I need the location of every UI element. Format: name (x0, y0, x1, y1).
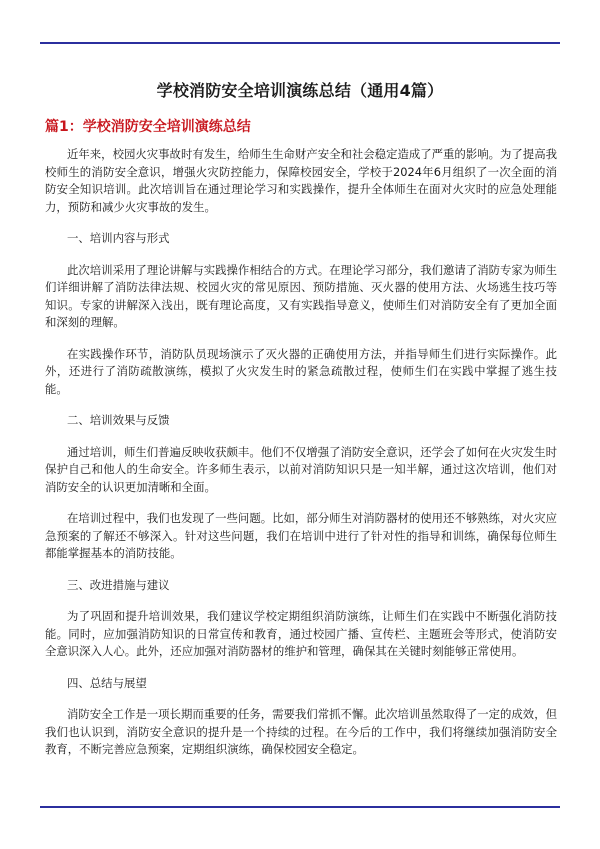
paragraph-practice: 在实践操作环节，消防队员现场演示了灭火器的正确使用方法，并指导师生们进行实际操作。此外，还进行了消防疏散演练，模拟了火灾发生时的紧急疏散过程，使师生们在实践中掌握了逃生技能。 (45, 346, 557, 396)
subheading-summary-outlook: 四、总结与展望 (67, 675, 147, 690)
subheading-effect-feedback: 二、培训效果与反馈 (67, 413, 170, 427)
paragraph-improvements: 为了巩固和提升培训效果，我们建议学校定期组织消防演练，让师生们在实践中不断强化消防技能。同时，应加强消防知识的日常宣传和教育，通过校园广播、宣传栏、主题班会等形式，使消防安全意识深入人心。此外，还应加强对消防器材的维护和管理，确保其在关键时刻能够正常使用。 (45, 609, 557, 658)
paragraph-intro: 近年来，校园火灾事故时有发生，给师生生命财产安全和社会稳定造成了严重的影响。为了提高我校师生的消防安全意识，增强火灾防控能力，保障校园安全，学校于2024年6月组织了一次全面的消防安全知识培训。此次培训旨在通过理论学习和实践操作，提升全体师生在面对火灾时的应急处理能力，预防和减少火灾事故的发生。 (45, 147, 557, 214)
section-heading: 篇1：学校消防安全培训演练总结 (45, 119, 251, 135)
document-body (45, 146, 557, 773)
subheading-improvements: 三、改进措施与建议 (67, 577, 170, 592)
subheading-content-form: 一、培训内容与形式 (67, 231, 170, 245)
paragraph-effect: 通过培训，师生们普遍反映收获颇丰。他们不仅增强了消防安全意识，还学会了如何在火灾发生时保护自己和他人的生命安全。许多师生表示，以前对消防知识只是一知半解，通过这次培训，他们对消防安全的认识更加清晰和全面。 (45, 444, 557, 494)
top-rule (40, 42, 560, 44)
paragraph-problems: 在培训过程中，我们也发现了一些问题。比如，部分师生对消防器材的使用还不够熟练，对火灾应急预案的了解还不够深入。针对这些问题，我们在培训中进行了针对性的指导和训练，确保每位师生都能掌握基本的消防技能。 (45, 511, 557, 560)
paragraph-summary: 消防安全工作是一项长期而重要的任务，需要我们常抓不懈。此次培训虽然取得了一定的成效，但我们也认识到，消防安全意识的提升是一个持续的过程。在今后的工作中，我们将继续加强消防安全教育，不断完善应急预案，定期组织演练，确保校园安全稳定。 (45, 707, 557, 756)
document-title: 学校消防安全培训演练总结（通用4篇） (156, 81, 444, 100)
bottom-rule (40, 806, 560, 808)
paragraph-theory: 此次培训采用了理论讲解与实践操作相结合的方式。在理论学习部分，我们邀请了消防专家为师生们详细讲解了消防法律法规、校园火灾的常见原因、预防措施、灭火器的使用方法、火场逃生技巧等知识。专家的讲解深入浅出，既有理论高度，又有实践指导意义，使师生们对消防安全有了更加全面和深刻的理解。 (45, 262, 557, 329)
